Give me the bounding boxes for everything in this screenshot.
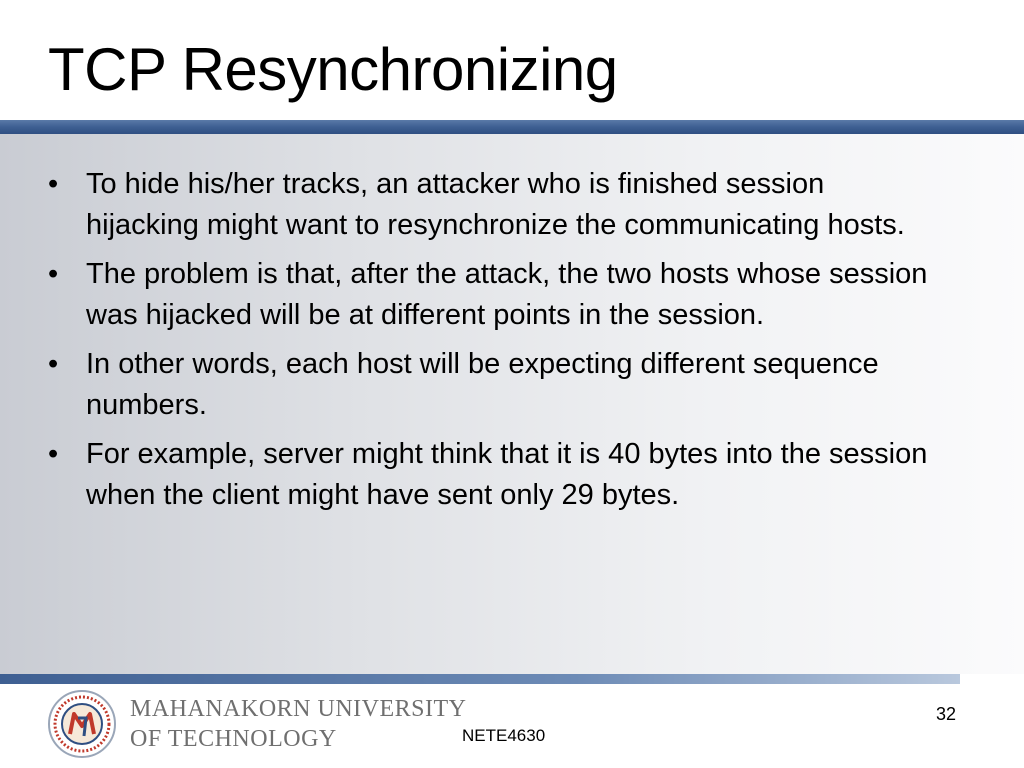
university-name	[130, 694, 467, 754]
university-name-line-1: MAHANAKORN UNIVERSITY	[130, 696, 467, 722]
university-seal-icon	[44, 688, 120, 760]
bullet-item	[44, 434, 944, 516]
university-seal-icon-graphic	[44, 688, 120, 760]
bullet-item	[44, 254, 944, 336]
course-code: NETE4630	[462, 726, 546, 745]
bullet-marker: •	[48, 168, 59, 200]
bullet-marker: •	[48, 348, 59, 380]
slide-title: TCP Resynchronizing	[48, 36, 618, 103]
bullet-text: In other words, each host will be expecting different sequence numbers.	[86, 348, 879, 421]
bullet-text: The problem is that, after the attack, the two hosts whose session was hijacked will be at different points in the session.	[86, 258, 928, 331]
bullet-list	[44, 164, 944, 524]
header-accent-band	[0, 120, 1024, 134]
bullet-text: For example, server might think that it is 40 bytes into the session when the client might have sent only 29 bytes.	[86, 438, 928, 511]
page-number: 32	[936, 704, 957, 724]
bullet-text: To hide his/her tracks, an attacker who is finished session hijacking might want to resynchronize the communicating hosts.	[86, 168, 905, 241]
bullet-item	[44, 164, 944, 246]
bullet-marker: •	[48, 258, 59, 290]
university-name-line-2: OF TECHNOLOGY	[130, 726, 337, 752]
bullet-item	[44, 344, 944, 426]
footer-accent-band	[0, 674, 960, 684]
bullet-marker: •	[48, 438, 59, 470]
